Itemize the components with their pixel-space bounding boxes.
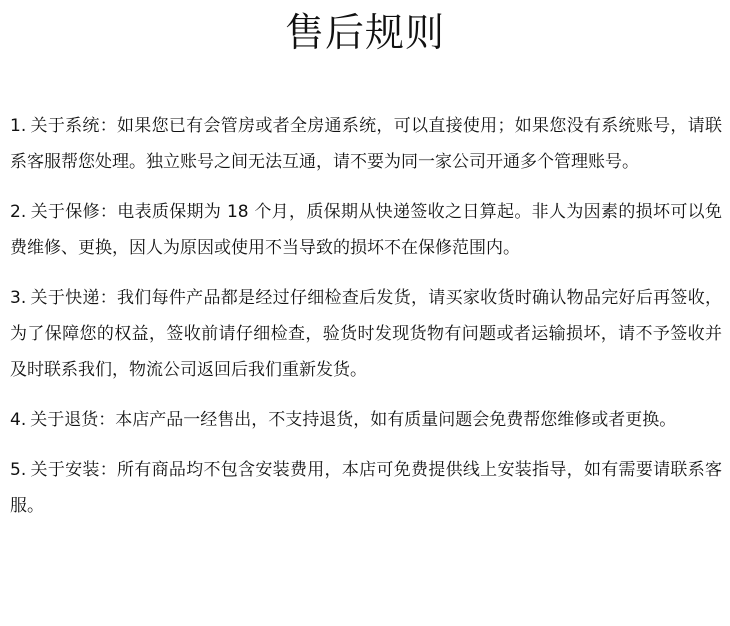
- rule-number: 3.: [10, 288, 27, 308]
- rule-item-5: [10, 452, 722, 524]
- rule-number: 5.: [10, 460, 27, 480]
- rule-number: 2.: [10, 202, 27, 222]
- rule-item-2: [10, 194, 722, 266]
- rule-text: 关于安装：所有商品均不包含安装费用，本店可免费提供线上安装指导，如有需要请联系客服。: [10, 460, 722, 516]
- rule-text: 关于系统：如果您已有会管房或者全房通系统，可以直接使用；如果您没有系统账号，请联系客服帮您处理。独立账号之间无法互通，请不要为同一家公司开通多个管理账号。: [10, 116, 722, 172]
- rule-item-3: [10, 280, 722, 388]
- rule-item-4: [10, 402, 722, 438]
- rule-number: 1.: [10, 116, 27, 136]
- rules-list: [10, 108, 722, 538]
- rule-item-1: [10, 108, 722, 180]
- page-title: 售后规则: [284, 11, 445, 56]
- rule-text: 关于快递：我们每件产品都是经过仔细检查后发货，请买家收货时确认物品完好后再签收，为了保障您的权益，签收前请仔细检查，验货时发现货物有问题或者运输损坏，请不予签收并及时联系我们，物流公司返回后我们重新发货。: [10, 288, 722, 380]
- rule-text: 关于退货：本店产品一经售出，不支持退货，如有质量问题会免费帮您维修或者更换。: [30, 410, 677, 430]
- rule-text: 关于保修：电表质保期为 18 个月，质保期从快递签收之日算起。非人为因素的损坏可以免费维修、更换，因人为原因或使用不当导致的损坏不在保修范围内。: [10, 202, 722, 258]
- rule-number: 4.: [10, 410, 27, 430]
